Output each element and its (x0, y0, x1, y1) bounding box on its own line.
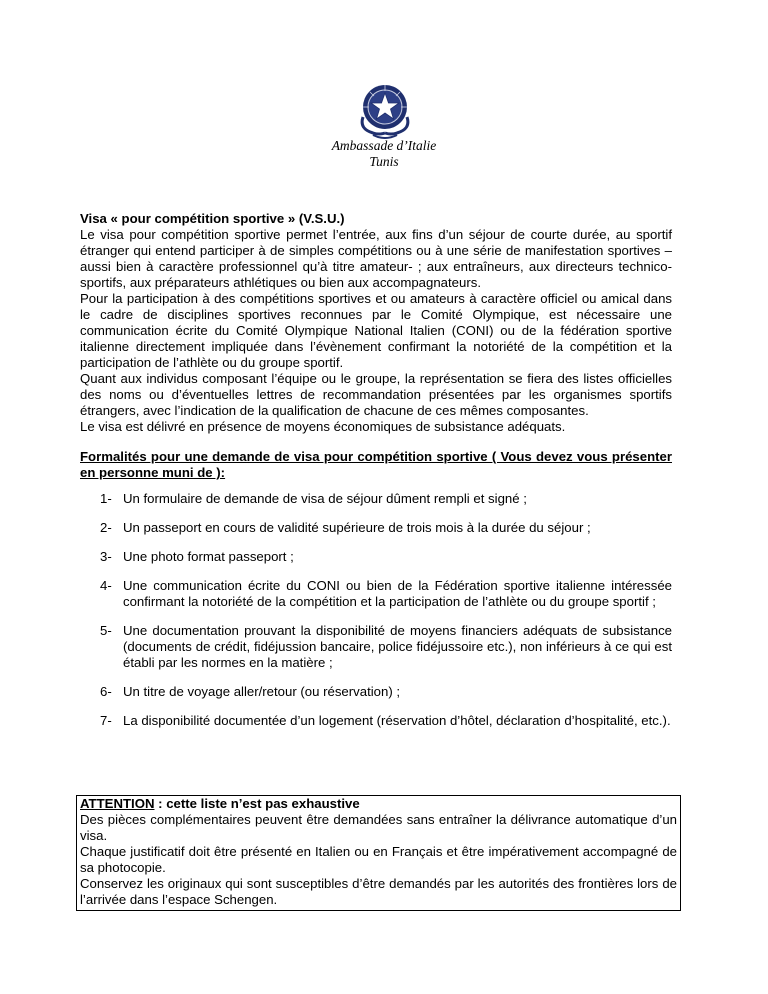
item-number: 2- (100, 520, 112, 535)
item-text: Un formulaire de demande de visa de séjour dûment rempli et signé ; (123, 491, 527, 506)
attention-line: Conservez les originaux qui sont susceptibles d’être demandés par les autorités des frontières lors de l’arrivée dans l’espace Schengen. (80, 876, 677, 907)
requirements-list (80, 491, 672, 729)
item-number: 6- (100, 684, 112, 699)
item-text: Une communication écrite du CONI ou bien de la Fédération sportive italienne intéressée confirmant la notoriété de la compétition et la participation de l’athlète ou du groupe sportif ; (123, 578, 672, 609)
attention-box (76, 795, 681, 911)
means-paragraph: Le visa est délivré en présence de moyens économiques de subsistance adéquats. (80, 419, 566, 434)
item-text: Un titre de voyage aller/retour (ou réservation) ; (123, 684, 401, 699)
attention-label: ATTENTION (80, 796, 155, 811)
list-item (80, 623, 672, 671)
list-item (80, 520, 672, 536)
item-text: La disponibilité documentée d’un logement (réservation d’hôtel, déclaration d’hospitalité, etc.). (123, 713, 671, 728)
team-paragraph: Quant aux individus composant l’équipe ou le groupe, la représentation se fiera des listes officielles des noms ou d’éventuelles lettres de recommandation présentées par les organismes sportifs étrangers, avec l’indication de la qualification de chacune de ces mêmes composantes. (80, 371, 672, 418)
item-number: 5- (100, 623, 112, 638)
embassy-name: Ambassade d’Italie (331, 138, 437, 153)
item-number: 3- (100, 549, 112, 564)
visa-title: Visa « pour compétition sportive » (V.S.U.) (80, 211, 345, 226)
formalites-heading: Formalités pour une demande de visa pour compétition sportive ( Vous devez vous présenter en personne muni de ): (80, 449, 672, 480)
main-content (80, 211, 672, 742)
intro-paragraph: Le visa pour compétition sportive permet l’entrée, aux fins d’un séjour de courte durée, au sportif étranger qui entend participer à de simples compétitions ou à une série de manifestation sportives –aussi bien à caractère professionnel qu’à titre amateur- ; aux entraîneurs, aux directeurs technico-sportifs, aux préparateurs athlétiques ou bien aux accompagnateurs. (80, 227, 672, 290)
list-item (80, 713, 672, 729)
item-number: 7- (100, 713, 112, 728)
list-item (80, 491, 672, 507)
item-text: Un passeport en cours de validité supérieure de trois mois à la durée du séjour ; (123, 520, 591, 535)
list-item (80, 578, 672, 610)
embassy-city: Tunis (369, 154, 399, 169)
participation-paragraph: Pour la participation à des compétitions sportives et ou amateurs à caractère officiel ou amical dans le cadre de disciplines sportives reconnues par le Comité Olympique, est nécessaire une communication écrite du Comité Olympique National Italien (CONI) ou de la fédération sportive italienne directement impliquée dans l’évènement confirmant la notoriété de la compétition et la participation de l’athlète ou du groupe sportif. (80, 291, 672, 370)
attention-heading-rest: : cette liste n’est pas exhaustive (154, 796, 360, 811)
attention-line: Chaque justificatif doit être présenté en Italien ou en Français et être impérativement accompagné de sa photocopie. (80, 844, 677, 875)
attention-heading (80, 796, 677, 812)
attention-line: Des pièces complémentaires peuvent être demandées sans entraîner la délivrance automatique d’un visa. (80, 812, 677, 843)
item-text: Une photo format passeport ; (123, 549, 294, 564)
item-text: Une documentation prouvant la disponibilité de moyens financiers adéquats de subsistance (documents de crédit, fidéjussion bancaire, police fidéjussoire etc.), non inférieurs à ce qui est établi par les normes en la matière ; (123, 623, 672, 670)
list-item (80, 684, 672, 700)
item-number: 1- (100, 491, 112, 506)
list-item (80, 549, 672, 565)
item-number: 4- (100, 578, 112, 593)
